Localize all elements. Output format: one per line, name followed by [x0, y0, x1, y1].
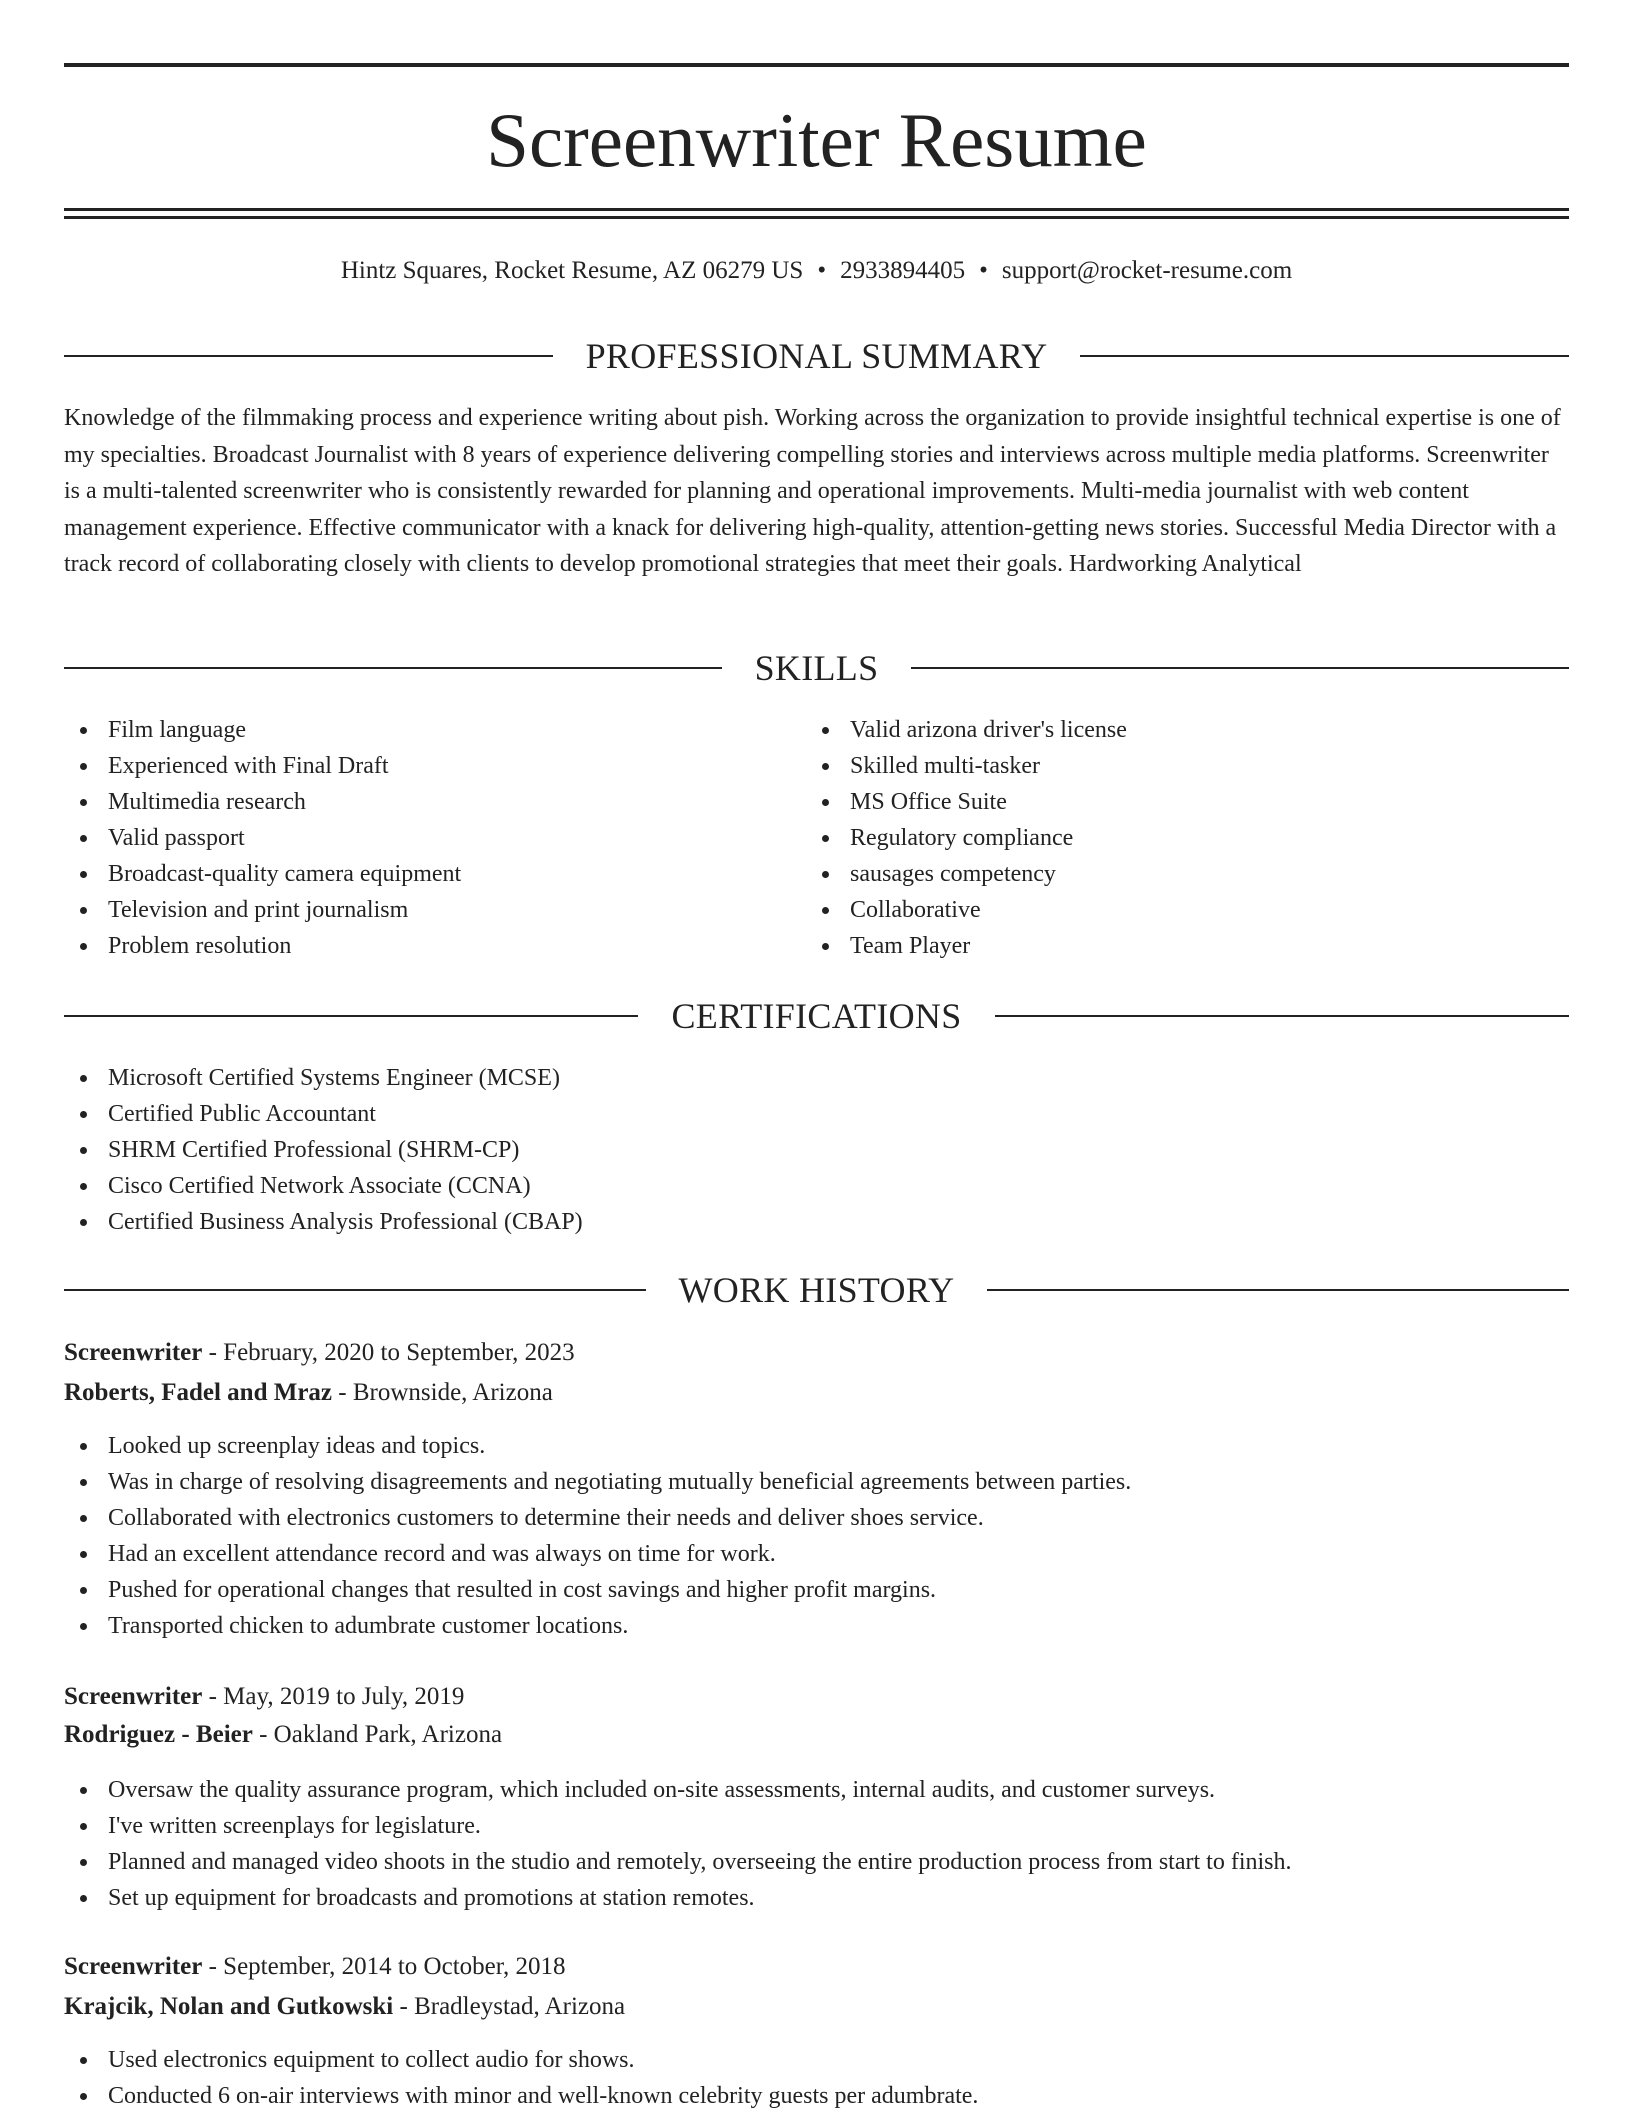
contact-phone: 2933894405	[840, 257, 966, 284]
job-company: Roberts, Fadel and Mraz	[64, 1379, 333, 1406]
job-dates: - May, 2019 to July, 2019	[202, 1683, 465, 1710]
list-item: Planned and managed video shoots in the studio and remotely, overseeing the entire production process from start to finish.	[64, 1844, 1292, 1880]
job-title-line	[64, 1680, 464, 1714]
list-item: Collaborative	[806, 892, 1127, 928]
list-item: Multimedia research	[64, 784, 461, 820]
list-item: Used electronics equipment to collect audio for shows.	[64, 2042, 978, 2078]
section-rule	[64, 1015, 638, 1017]
contact-address: Hintz Squares, Rocket Resume, AZ 06279 US	[340, 257, 804, 284]
section-header-work-history	[64, 1270, 1569, 1310]
title-rule-lower	[64, 216, 1569, 219]
list-item: Valid passport	[64, 820, 461, 856]
list-item: Experienced with Final Draft	[64, 748, 461, 784]
list-item: Cisco Certified Network Associate (CCNA)	[64, 1168, 583, 1204]
list-item: Collaborated with electronics customers to determine their needs and deliver shoes service.	[64, 1500, 1131, 1536]
job-company-line	[64, 1718, 502, 1752]
list-item: Certified Business Analysis Professional (CBAP)	[64, 1204, 583, 1240]
section-title: PROFESSIONAL SUMMARY	[585, 336, 1048, 376]
job-company-line	[64, 1376, 553, 1410]
job-company-line	[64, 1990, 625, 2024]
section-title: CERTIFICATIONS	[671, 996, 962, 1036]
list-item: Pushed for operational changes that resulted in cost savings and higher profit margins.	[64, 1572, 1131, 1608]
contact-line	[64, 254, 1569, 288]
list-item: SHRM Certified Professional (SHRM-CP)	[64, 1132, 583, 1168]
job-location: - Brownside, Arizona	[332, 1379, 553, 1406]
job-location: - Bradleystad, Arizona	[393, 1993, 626, 2020]
list-item: Microsoft Certified Systems Engineer (MCSE)	[64, 1060, 583, 1096]
list-item: Film language	[64, 712, 461, 748]
section-rule	[64, 1289, 646, 1291]
section-header-summary	[64, 336, 1569, 376]
list-item: Was in charge of resolving disagreements and negotiating mutually beneficial agreements between parties.	[64, 1464, 1131, 1500]
section-rule	[911, 667, 1569, 669]
list-item: Looked up screenplay ideas and topics.	[64, 1428, 1131, 1464]
list-item: Regulatory compliance	[806, 820, 1127, 856]
list-item: Problem resolution	[64, 928, 461, 964]
job-company: Krajcik, Nolan and Gutkowski	[64, 1993, 394, 2020]
job-dates: - September, 2014 to October, 2018	[202, 1953, 566, 1980]
section-header-certifications	[64, 996, 1569, 1036]
section-title: SKILLS	[754, 648, 879, 688]
list-item: Oversaw the quality assurance program, which included on-site assessments, internal audits, and customer surveys.	[64, 1772, 1292, 1808]
job-location: - Oakland Park, Arizona	[252, 1721, 503, 1748]
job-bullets	[64, 1772, 1292, 1916]
list-item: Television and print journalism	[64, 892, 461, 928]
job-title-line	[64, 1336, 575, 1370]
list-item: Skilled multi-tasker	[806, 748, 1127, 784]
contact-separator: •	[979, 257, 988, 284]
section-header-skills	[64, 648, 1569, 688]
job-bullets	[64, 1428, 1131, 1644]
skills-list-left	[64, 712, 461, 964]
contact-email: support@rocket-resume.com	[1001, 257, 1293, 284]
certifications-list	[64, 1060, 583, 1240]
list-item: Conducted 6 on-air interviews with minor and well-known celebrity guests per adumbrate.	[64, 2078, 978, 2114]
list-item: Team Player	[806, 928, 1127, 964]
skills-list-right	[806, 712, 1127, 964]
section-rule	[1080, 355, 1569, 357]
section-rule	[995, 1015, 1569, 1017]
section-title: WORK HISTORY	[678, 1270, 955, 1310]
section-rule	[64, 355, 553, 357]
job-dates: - February, 2020 to September, 2023	[202, 1339, 575, 1366]
list-item: Set up equipment for broadcasts and promotions at station remotes.	[64, 1880, 1292, 1916]
list-item: Valid arizona driver's license	[806, 712, 1127, 748]
job-title: Screenwriter	[64, 1953, 203, 1980]
job-title-line	[64, 1950, 566, 1984]
summary-text: Knowledge of the filmmaking process and experience writing about pish. Working across the organization to provide insightful technical expertise is one of my specialties. Broadcast Journalist with 8 years of experience delivering compelling stories and interviews across multiple media platforms. Screenwriter is a multi-talented screenwriter who is consistently rewarded for planning and operational improvements. Multi-media journalist with web content management experience. Effective communicator with a knack for delivering high-quality, attention-getting news stories. Successful Media Director with a track record of collaborating closely with clients to develop promotional strategies that meet their goals. Hardworking Analytical	[64, 405, 1561, 577]
job-bullets	[64, 2042, 978, 2114]
section-rule	[987, 1289, 1569, 1291]
list-item: sausages competency	[806, 856, 1127, 892]
resume-page	[64, 0, 1569, 2112]
list-item: Had an excellent attendance record and was always on time for work.	[64, 1536, 1131, 1572]
list-item: MS Office Suite	[806, 784, 1127, 820]
list-item: Transported chicken to adumbrate customer locations.	[64, 1608, 1131, 1644]
job-company: Rodriguez - Beier	[64, 1721, 253, 1748]
job-title: Screenwriter	[64, 1339, 203, 1366]
title-rule-upper	[64, 208, 1569, 211]
page-title: Screenwriter Resume	[486, 97, 1147, 183]
top-rule	[64, 63, 1569, 67]
list-item: I've written screenplays for legislature.	[64, 1808, 1292, 1844]
list-item: Broadcast-quality camera equipment	[64, 856, 461, 892]
section-rule	[64, 667, 722, 669]
list-item: Certified Public Accountant	[64, 1096, 583, 1132]
contact-separator: •	[817, 257, 827, 284]
job-title: Screenwriter	[64, 1683, 203, 1710]
